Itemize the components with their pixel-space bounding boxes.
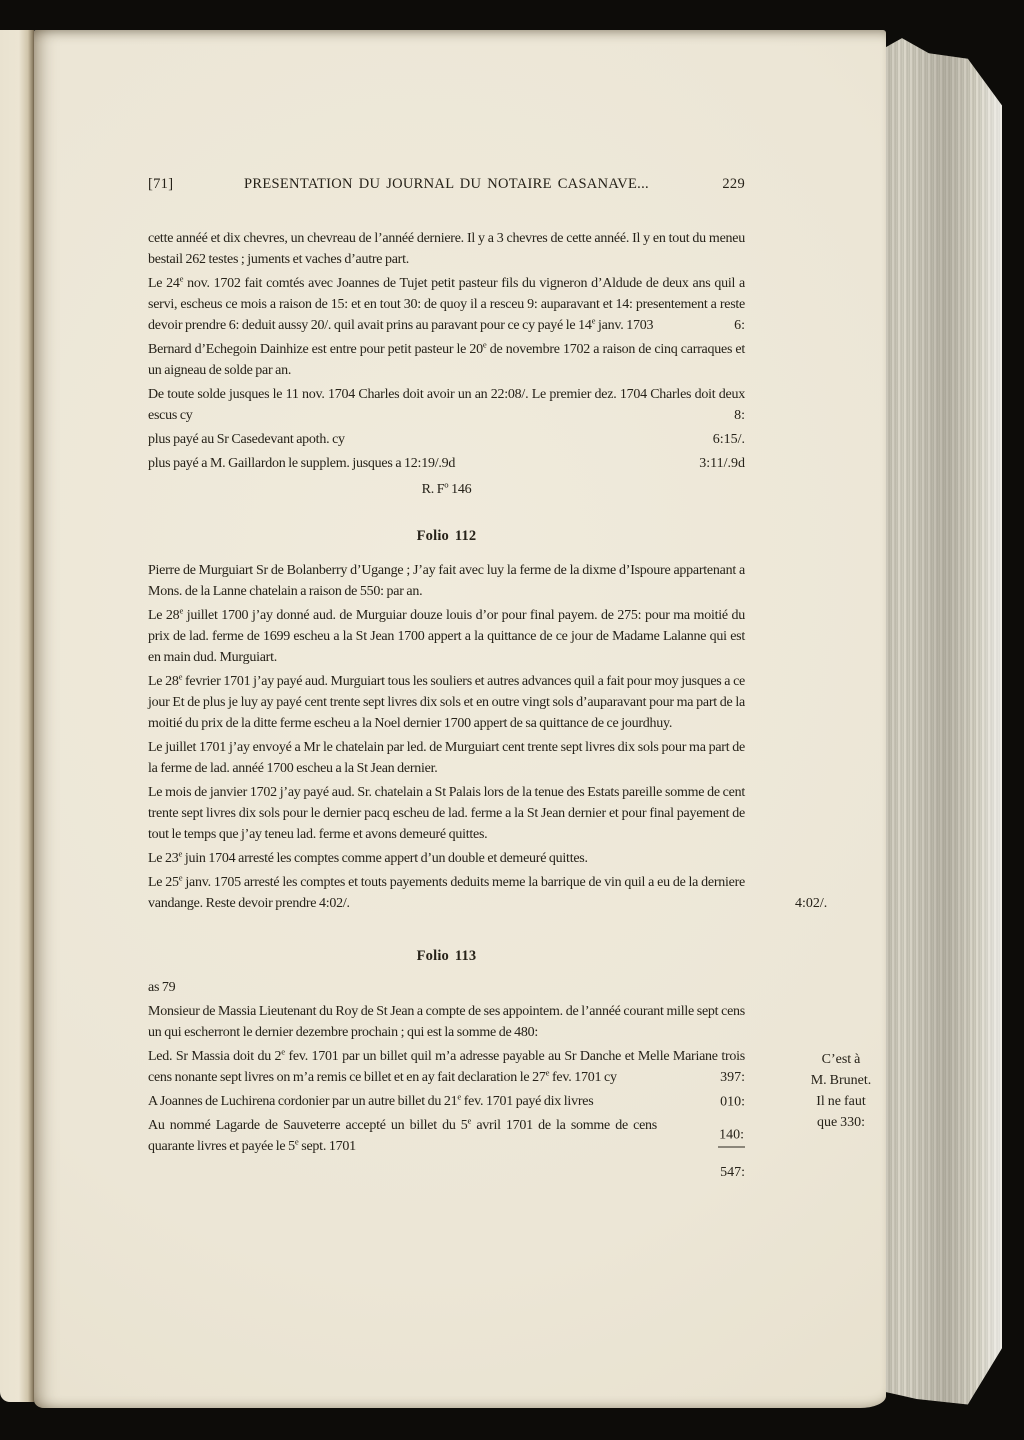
ledger-line-text: plus payé a M. Gaillardon le supplem. jusques a 12:19/.9d <box>148 456 456 471</box>
paragraph-with-amount <box>148 273 745 336</box>
paragraph-with-margin-note <box>148 872 828 914</box>
ledger-amount-underlined: 140: <box>718 1125 745 1148</box>
ledger-amount: 3:11/.9d <box>699 456 745 471</box>
paragraph: Le 23e juin 1704 arresté les comptes comme appert d’un double et demeuré quittes. <box>148 848 588 866</box>
shelfmark-line: as 79 <box>148 980 176 995</box>
facing-page-edge <box>0 30 34 1402</box>
ledger-amount: 010: <box>720 1094 745 1109</box>
folio-113-heading: Folio 113 <box>416 948 477 964</box>
ledger-line <box>148 429 745 450</box>
ledger-entry <box>148 1091 745 1112</box>
paragraph: Monsieur de Massia Lieutenant du Roy de St Jean a compte de ses appointem. de l’annéé courant mille sept cens un qui escherront le dernier dezembre prochain ; qui est la somme de 480: <box>148 1004 745 1040</box>
paragraph: Pierre de Murguiart Sr de Bolanberry d’Ugange ; J’ay fait avec luy la ferme de la dixme d’Ispoure appartenant a Mons. de la Lanne chatelain a raison de 550: par an. <box>148 563 745 599</box>
book-page <box>34 30 886 1408</box>
paragraph-text: A Joannes de Luchirena cordonier par un autre billet du 21e fev. 1701 payé dix livres <box>148 1091 594 1109</box>
paragraph: Le mois de janvier 1702 j’ay payé aud. Sr. chatelain a St Palais lors de la tenue des Estats pareille somme de cent trente sept livres dix sols pour le dernier pacq escheu de lad. ferme a la St Jean dernier et pour final payement de tout le temps que j’ay teneu lad. ferme et avons demeuré quittes. <box>148 785 745 842</box>
margin-note-amount: 4:02/. <box>795 896 828 911</box>
ledger-line <box>148 453 745 474</box>
folio-reference: R. $F^o$ 146 <box>421 479 472 497</box>
margin-note-line: M. Brunet. <box>810 1073 872 1088</box>
paragraph: Bernard d’Echegoin Dainhize est entre pour petit pasteur le 20e de novembre 1702 a raison de cinq carraques et un aigneau de solde par an. <box>148 339 746 378</box>
paragraph-text: De toute solde jusques le 11 nov. 1704 Charles doit avoir un an 22:08/. Le premier dez. 1704 Charles doit deux escus cy <box>148 387 745 423</box>
ledger-total: 547: <box>720 1165 745 1180</box>
page-text-column <box>148 174 872 1183</box>
paragraph: Le 28e fevrier 1701 j’ay payé aud. Murguiart tous les souliers et autres advances quil a fait pour moy jusques a ce jour Et de plus je luy ay payé cent trente sept livres dix sols et en outre vingt sols d’auparavant pour ma part de la moitié du prix de la ditte ferme escheu a la Noel dernier 1700 appert de sa quittance de ce jourdhuy. <box>148 671 745 731</box>
margin-note-line: que 330: <box>816 1115 866 1130</box>
paragraph: Le juillet 1701 j’ay envoyé a Mr le chatelain par led. de Murguiart cent trente sept livres dix sols pour ma part de la ferme de lad. annéé 1700 escheu a la St Jean dernier. <box>148 740 745 776</box>
article-number: [71] <box>148 176 174 192</box>
ledger-amount: 6: <box>734 318 745 333</box>
ledger-amount: 397: <box>720 1070 745 1085</box>
ledger-line-text: plus payé au Sr Casedevant apoth. cy <box>148 432 345 447</box>
paragraph: cette annéé et dix chevres, un chevreau de l’annéé derniere. Il y a 3 chevres de cette annéé. Il y en tout du meneu bestail 262 testes ; juments et vaches d’autre part. <box>148 231 745 267</box>
paragraph-text: Le 25e janv. 1705 arresté les comptes et touts payements deduits meme la barrique de vin quil a eu de la derniere vandange. Reste devoir prendre 4:02/. <box>148 872 745 911</box>
running-title: PRESENTATION DU JOURNAL DU NOTAIRE CASANAVE... <box>244 176 649 192</box>
margin-note-line: C’est à <box>821 1052 861 1067</box>
book-fore-edge-pages <box>880 34 1002 1410</box>
folio-112-heading: Folio 112 <box>416 528 477 544</box>
paragraph-with-amount <box>148 384 745 426</box>
ledger-entry <box>148 1115 745 1157</box>
running-header <box>148 174 745 195</box>
margin-note-brunet <box>791 1049 891 1133</box>
page-number: 229 <box>722 176 745 192</box>
ledger-amount: 8: <box>734 408 745 423</box>
paragraph-text: Le 24e nov. 1702 fait comtés avec Joannes de Tujet petit pasteur fils du vigneron d’Aldude de deux ans quil a servi, escheus ce mois a raison de 15: et en tout 30: de quoy il a resceu 9: auparavant et 14: presentement a reste devoir prendre 6: deduit aussy 20/. quil avait prins au paravant pour ce cy payé le 14e janv. 1703 <box>148 273 745 333</box>
paragraph-text: Led. Sr Massia doit du 2e fev. 1701 par un billet quil m’a adresse payable au Sr Danche et Melle Mariane trois cens nonante sept livres on m’a remis ce billet et en ay fait declaration le 27e fev. 1701 cy <box>148 1046 745 1085</box>
margin-note-line: Il ne faut <box>816 1094 866 1109</box>
paragraph-text: Au nommé Lagarde de Sauveterre accepté un billet du 5e avril 1701 de la somme de cens quarante livres et payée le 5e sept. 1701 <box>148 1115 657 1154</box>
paragraph: Le 28e juillet 1700 j’ay donné aud. de Murguiar douze louis d’or pour final payem. de 275: pour ma moitié du prix de lad. ferme de 1699 escheu a la St Jean 1700 appert a la quittance de ce jour de Madame Lalanne qui est en main dud. Murguiart. <box>148 605 745 665</box>
ledger-amount: 6:15/. <box>712 432 745 447</box>
